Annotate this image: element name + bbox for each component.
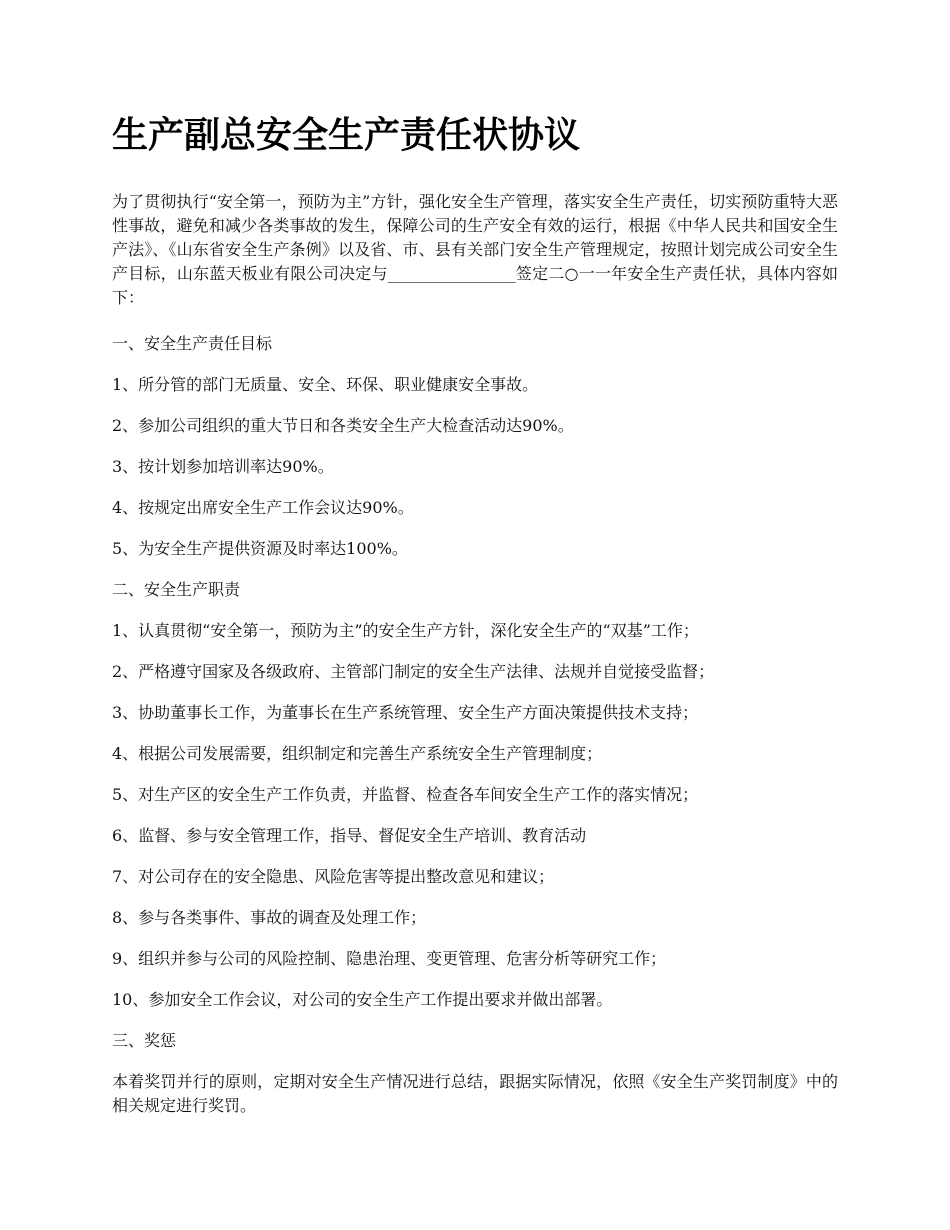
goal-item-2: 2、参加公司组织的重大节日和各类安全生产大检查活动达90%。 bbox=[112, 416, 574, 435]
duty-item-1: 1、认真贯彻“安全第一，预防为主”的安全生产方针，深化安全生产的“双基”工作； bbox=[112, 621, 699, 640]
intro-paragraph: 为了贯彻执行“安全第一，预防为主”方针，强化安全生产管理，落实安全生产责任，切实预防重特大恶性事故，避免和减少各类事故的发生，保障公司的生产安全有效的运行，根据《中华人民共和国安全生产法》、《山东省安全生产条例》以及省、市、县有关部门安全生产管理规定，按照计划完成公司安全生产目标，山东蓝天板业有限公司决定与________________签定二○一一年安全生产责任状，具体内容如下： bbox=[112, 192, 838, 307]
duty-item-6: 6、监督、参与安全管理工作，指导、督促安全生产培训、教育活动 bbox=[112, 826, 587, 845]
goal-item-4: 4、按规定出席安全生产工作会议达90%。 bbox=[112, 498, 414, 517]
document-title: 生产副总安全生产责任状协议 bbox=[112, 114, 581, 156]
goal-item-5: 5、为安全生产提供资源及时率达100%。 bbox=[112, 539, 408, 558]
duty-item-9: 9、组织并参与公司的风险控制、隐患治理、变更管理、危害分析等研究工作； bbox=[112, 949, 667, 968]
section-heading-duties: 二、安全生产职责 bbox=[112, 580, 241, 599]
duty-item-10: 10、参加安全工作会议，对公司的安全生产工作提出要求并做出部署。 bbox=[112, 990, 613, 1009]
goal-item-1: 1、所分管的部门无质量、安全、环保、职业健康安全事故。 bbox=[112, 375, 539, 394]
section-heading-goals: 一、安全生产责任目标 bbox=[112, 334, 273, 353]
duty-item-2: 2、严格遵守国家及各级政府、主管部门制定的安全生产法律、法规并自觉接受监督； bbox=[112, 662, 715, 681]
duty-item-5: 5、对生产区的安全生产工作负责，并监督、检查各车间安全生产工作的落实情况； bbox=[112, 785, 699, 804]
section-heading-rewards: 三、奖惩 bbox=[112, 1031, 177, 1050]
closing-paragraph: 本着奖罚并行的原则，定期对安全生产情况进行总结，跟据实际情况，依照《安全生产奖罚制度》中的相关规定进行奖罚。 bbox=[112, 1072, 838, 1115]
goal-item-3: 3、按计划参加培训率达90%。 bbox=[112, 457, 334, 476]
duty-item-7: 7、对公司存在的安全隐患、风险危害等提出整改意见和建议； bbox=[112, 867, 555, 886]
duty-item-3: 3、协助董事长工作，为董事长在生产系统管理、安全生产方面决策提供技术支持； bbox=[112, 703, 699, 722]
duty-item-8: 8、参与各类事件、事故的调查及处理工作； bbox=[112, 908, 427, 927]
duty-item-4: 4、根据公司发展需要，组织制定和完善生产系统安全生产管理制度； bbox=[112, 744, 603, 763]
